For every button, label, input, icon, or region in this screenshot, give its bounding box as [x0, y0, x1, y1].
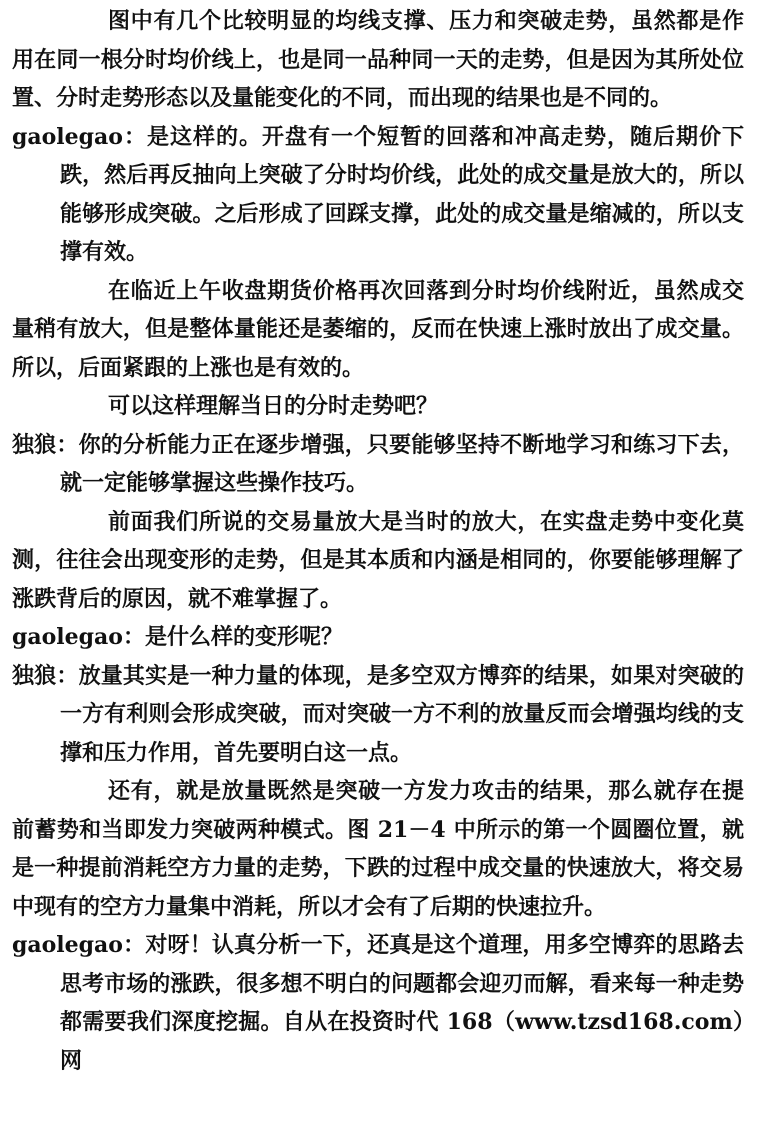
speaker-label: 独狼： — [12, 431, 79, 458]
dialogue-2 — [12, 426, 744, 503]
dialogue-text: 放量其实是一种力量的体现，是多空双方博弈的结果，如果对突破的一方有利则会形成突破，而对突破一方不利的放量反而会增强均线的支撑和压力作用，首先要明白这一点。 — [60, 662, 744, 766]
paragraph-1 — [12, 2, 744, 118]
speaker-label: 独狼： — [12, 662, 79, 689]
dialogue-4 — [12, 657, 744, 773]
dialogue-text: 对呀！认真分析一下，还真是这个道理，用多空博弈的思路去思考市场的涨跌，很多想不明白的问题都会迎刃而解，看来每一种走势都需要我们深度挖掘。自从在投资时代 168（www.tzsd168.com）网 — [60, 932, 744, 1074]
paragraph-text: 可以这样理解当日的分时走势吧？ — [108, 393, 439, 419]
paragraph-4 — [12, 503, 744, 619]
paragraph-3 — [12, 387, 744, 426]
dialogue-text: 是这样的。开盘有一个短暂的回落和冲高走势，随后期价下跌，然后再反抽向上突破了分时均价线，此处的成交量是放大的，所以能够形成突破。之后形成了回踩支撑，此处的成交量是缩减的，所以支撑有效。 — [60, 123, 744, 265]
paragraph-text: 图中有几个比较明显的均线支撑、压力和突破走势，虽然都是作用在同一根分时均价线上，也是同一品种同一天的走势，但是因为其所处位置、分时走势形态以及量能变化的不同，而出现的结果也是不同的。 — [12, 8, 744, 111]
speaker-label: gaolegao： — [12, 624, 145, 650]
speaker-label: gaolegao： — [12, 123, 147, 150]
speaker-label: gaolegao： — [12, 932, 146, 958]
paragraph-2 — [12, 272, 744, 388]
dialogue-text: 是什么样的变形呢？ — [144, 624, 343, 650]
paragraph-text: 还有，就是放量既然是突破一方发力攻击的结果，那么就存在提前蓄势和当即发力突破两种模式。图 21－4 中所示的第一个圆圈位置，就是一种提前消耗空方力量的走势，下跌的过程中成交量的快速放大，将交易中现有的空方力量集中消耗，所以才会有了后期的快速拉升。 — [12, 778, 744, 920]
paragraph-text: 前面我们所说的交易量放大是当时的放大，在实盘走势中变化莫测，往往会出现变形的走势，但是其本质和内涵是相同的，你要能够理解了涨跌背后的原因，就不难掌握了。 — [12, 508, 744, 612]
dialogue-text: 你的分析能力正在逐步增强，只要能够坚持不断地学习和练习下去，就一定能够掌握这些操作技巧。 — [60, 431, 744, 496]
dialogue-3 — [12, 618, 744, 657]
dialogue-5 — [12, 926, 744, 1080]
dialogue-1 — [12, 118, 744, 272]
paragraph-5 — [12, 772, 744, 926]
paragraph-text: 在临近上午收盘期货价格再次回落到分时均价线附近，虽然成交量稍有放大，但是整体量能还是萎缩的，反而在快速上涨时放出了成交量。所以，后面紧跟的上涨也是有效的。 — [12, 277, 744, 381]
